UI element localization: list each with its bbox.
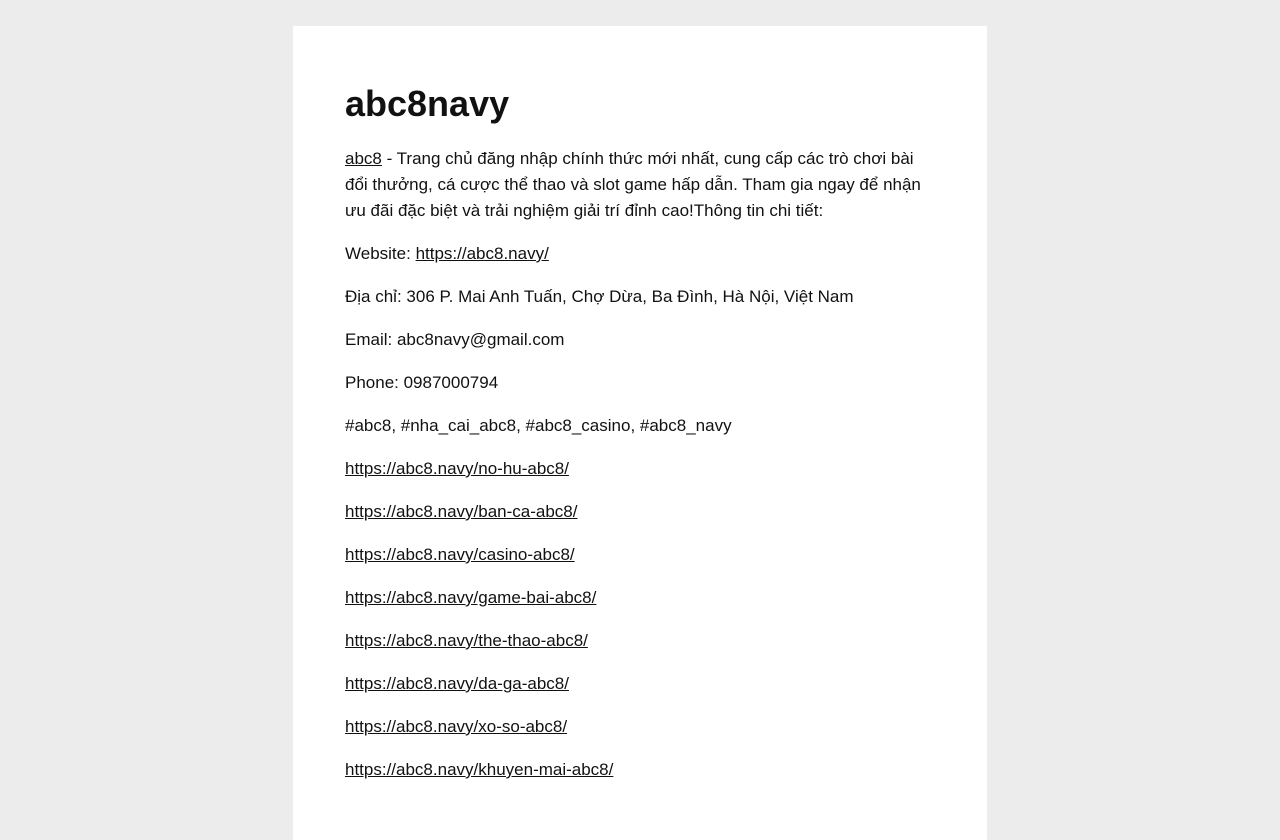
email-line: Email: abc8navy@gmail.com <box>345 330 565 349</box>
hashtags-line: #abc8, #nha_cai_abc8, #abc8_casino, #abc8_navy <box>345 416 732 435</box>
website-label: Website: <box>345 244 416 263</box>
link-item <box>345 671 935 697</box>
website-line <box>345 241 935 267</box>
website-link[interactable]: https://abc8.navy/ <box>415 244 549 263</box>
link-item <box>345 585 935 611</box>
link-xo-so[interactable]: https://abc8.navy/xo-so-abc8/ <box>345 717 568 736</box>
link-game-bai[interactable]: https://abc8.navy/game-bai-abc8/ <box>345 588 597 607</box>
link-casino[interactable]: https://abc8.navy/casino-abc8/ <box>345 545 575 564</box>
link-item <box>345 542 935 568</box>
link-no-hu[interactable]: https://abc8.navy/no-hu-abc8/ <box>345 459 569 478</box>
link-item <box>345 757 935 783</box>
link-item <box>345 499 935 525</box>
link-item <box>345 628 935 654</box>
address-line: Địa chỉ: 306 P. Mai Anh Tuấn, Chợ Dừa, Ba Đình, Hà Nội, Việt Nam <box>345 287 854 306</box>
link-khuyen-mai[interactable]: https://abc8.navy/khuyen-mai-abc8/ <box>345 760 614 779</box>
link-da-ga[interactable]: https://abc8.navy/da-ga-abc8/ <box>345 674 569 693</box>
link-the-thao[interactable]: https://abc8.navy/the-thao-abc8/ <box>345 631 588 650</box>
phone-line: Phone: 0987000794 <box>345 373 499 392</box>
page-title: abc8navy <box>345 83 510 124</box>
link-ban-ca[interactable]: https://abc8.navy/ban-ca-abc8/ <box>345 502 578 521</box>
abc8-link[interactable]: abc8 <box>345 149 382 168</box>
link-item <box>345 456 935 482</box>
content-card <box>293 26 987 840</box>
intro-text: - Trang chủ đăng nhập chính thức mới nhất, cung cấp các trò chơi bài đổi thưởng, cá cược thể thao và slot game hấp dẫn. Tham gia ngay để nhận ưu đãi đặc biệt và trải nghiệm giải trí đỉnh cao!Thông tin chi tiết: <box>345 149 921 220</box>
intro-paragraph <box>345 146 935 224</box>
link-item <box>345 714 935 740</box>
